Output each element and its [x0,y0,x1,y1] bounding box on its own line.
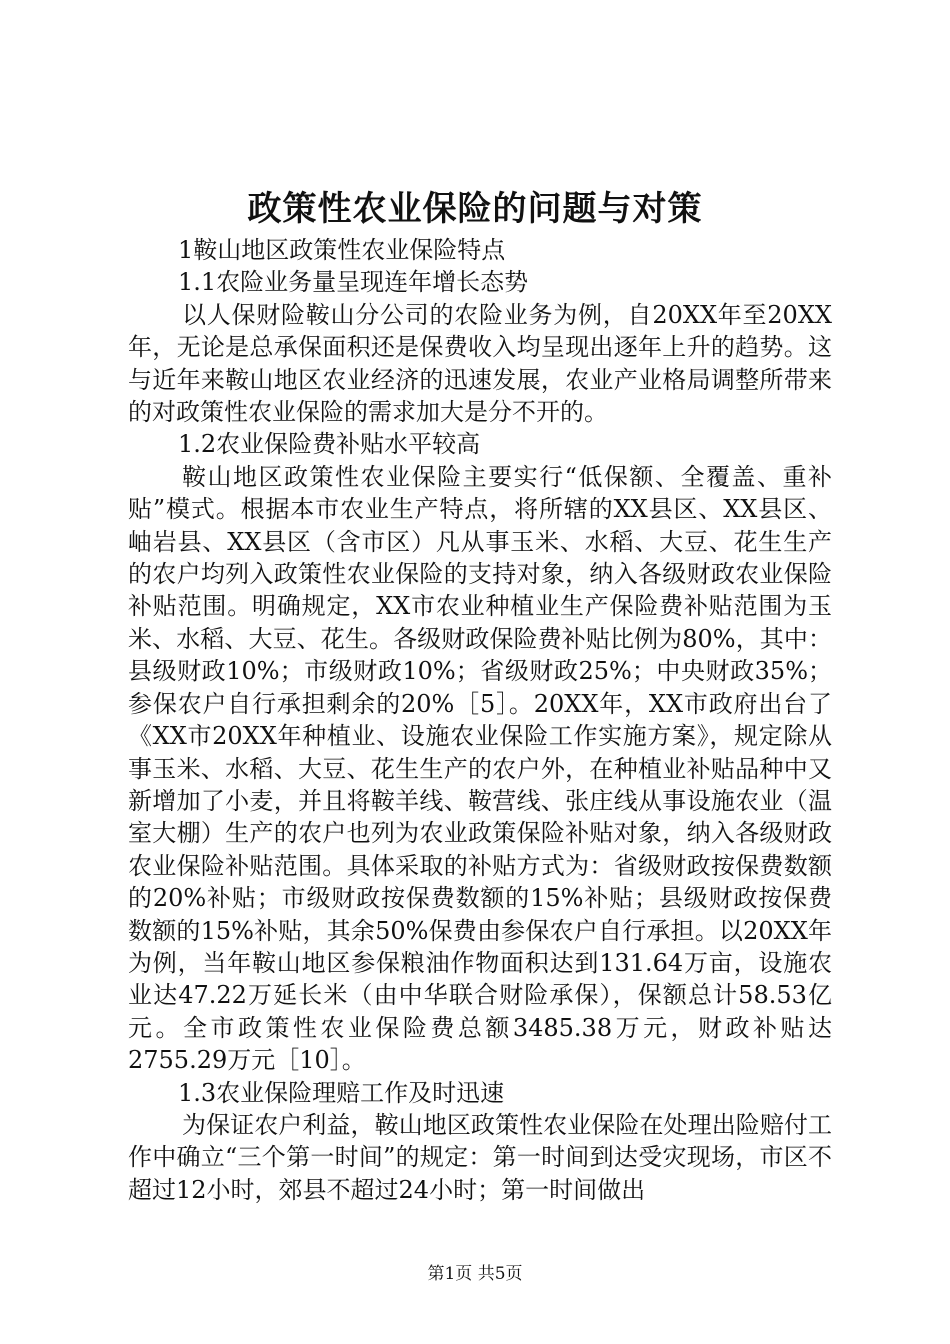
body-paragraph: 以人保财险鞍山分公司的农险业务为例，自20XX年至20XX年，无论是总承保面积还是保费收入均呈现出逐年上升的趋势。这与近年来鞍山地区农业经济的迅速发展，农业产业格局调整所带来的对政策性农业保险的需求加大是分不开的。 [128,300,832,427]
document-title: 政策性农业保险的问题与对策 [247,189,703,229]
subsection-heading: 1.1农险业务量呈现连年增长态势 [178,268,529,297]
document-body [128,234,832,1206]
page-footer: 第1页 共5页 [427,1264,523,1284]
subsection-heading: 1.3农业保险理赔工作及时迅速 [178,1078,505,1107]
body-paragraph: 鞍山地区政策性农业保险主要实行“低保额、全覆盖、重补贴”模式。根据本市农业生产特点，将所辖的XX县区、XX县区、岫岩县、XX县区（含市区）凡从事玉米、水稻、大豆、花生生产的农户均列入政策性农业保险的支持对象，纳入各级财政农业保险补贴范围。明确规定，XX市农业种植业生产保险费补贴范围为玉米、水稻、大豆、花生。各级财政保险费补贴比例为80%，其中：县级财政10%；市级财政10%；省级财政25%；中央财政35%；参保农户自行承担剩余的20%［5］。20XX年，XX市政府出台了《XX市20XX年种植业、设施农业保险工作实施方案》，规定除从事玉米、水稻、大豆、花生生产的农户外，在种植业补贴品种中又新增加了小麦，并且将鞍羊线、鞍营线、张庄线从事设施农业（温室大棚）生产的农户也列为农业政策保险补贴对象，纳入各级财政农业保险补贴范围。具体采取的补贴方式为：省级财政按保费数额的20%补贴；市级财政按保费数额的15%补贴；县级财政按保费数额的15%补贴，其余50%保费由参保农户自行承担。以20XX年为例，当年鞍山地区参保粮油作物面积达到131.64万亩，设施农业达47.22万延长米（由中华联合财险承保），保额总计58.53亿元。全市政策性农业保险费总额3485.38万元，财政补贴达2755.29万元［10］。 [128,462,832,1075]
subsection-heading: 1.2农业保险费补贴水平较高 [178,430,481,459]
section-heading: 1鞍山地区政策性农业保险特点 [178,236,506,264]
body-paragraph: 为保证农户利益，鞍山地区政策性农业保险在处理出险赔付工作中确立“三个第一时间”的规定：第一时间到达受灾现场，市区不超过12小时，郊县不超过24小时；第一时间做出 [128,1110,832,1204]
